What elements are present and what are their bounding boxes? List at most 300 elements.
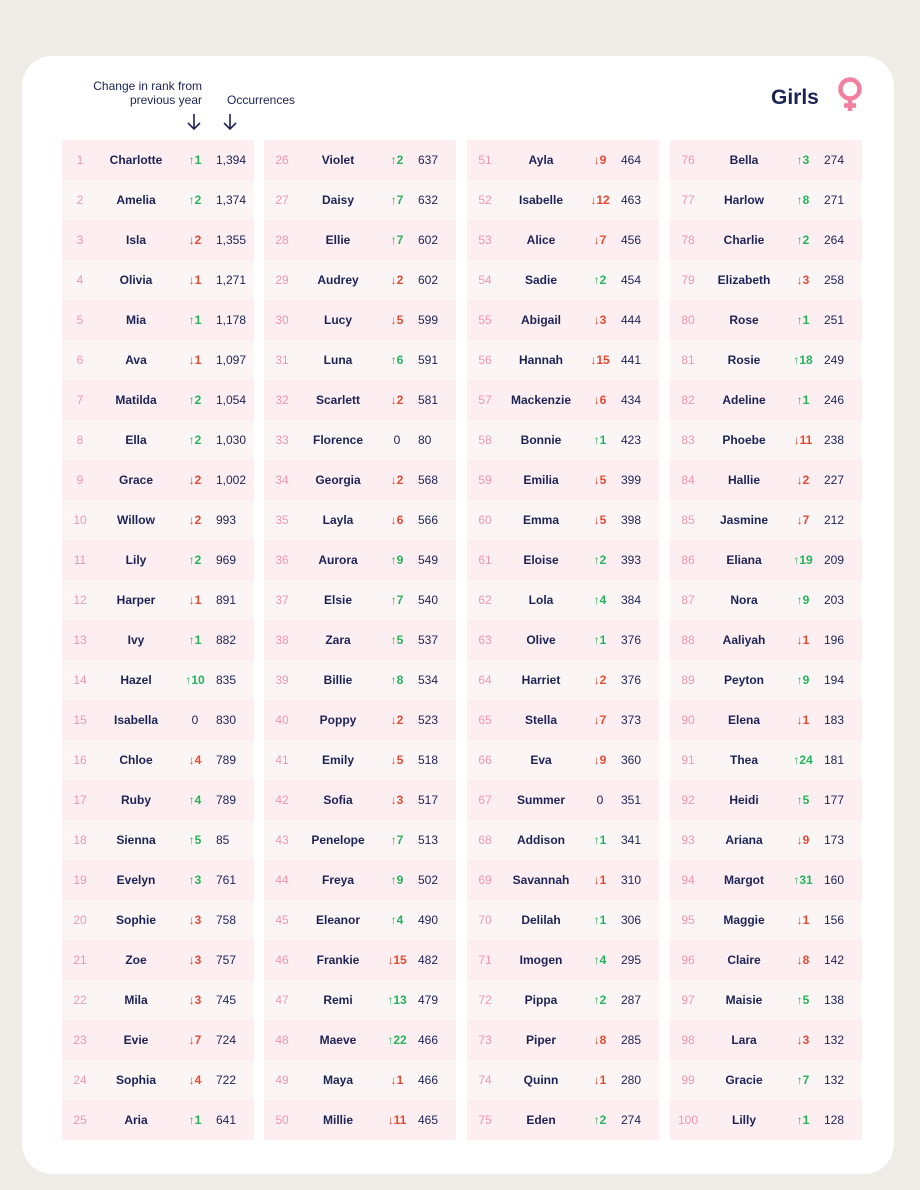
- table-row: [670, 140, 862, 180]
- rank-number: 1: [76, 153, 84, 167]
- occurrences-value: 891: [216, 593, 237, 607]
- table-row: [467, 340, 659, 380]
- name-label: Evelyn: [116, 873, 156, 887]
- rank-number: 94: [681, 873, 695, 887]
- occurrences-value: 602: [418, 273, 439, 287]
- occurrences-value: 466: [418, 1033, 439, 1047]
- rank-number: 30: [275, 313, 289, 327]
- names-column-3: [467, 140, 659, 1140]
- occurrences-value: 227: [824, 473, 845, 487]
- table-row: [670, 460, 862, 500]
- name-label: Adeline: [722, 393, 766, 407]
- name-label: Pippa: [524, 993, 558, 1007]
- occurrences-value: 209: [824, 553, 845, 567]
- occurrences-value: 789: [216, 753, 237, 767]
- name-label: Lola: [528, 593, 554, 607]
- table-row: [467, 420, 659, 460]
- table-row: [670, 740, 862, 780]
- table-row: [62, 140, 254, 180]
- occurrences-value: 280: [621, 1073, 642, 1087]
- occurrences-value: 523: [418, 713, 439, 727]
- rank-change: ↓11: [387, 1113, 407, 1127]
- name-label: Harlow: [723, 193, 764, 207]
- arrow-down-icon: [187, 113, 201, 131]
- table-row: [62, 540, 254, 580]
- rank-number: 88: [681, 633, 695, 647]
- table-row: [62, 700, 254, 740]
- occurrences-value: 599: [418, 313, 439, 327]
- occurrences-value: 212: [824, 513, 845, 527]
- rank-change: ↓7: [188, 1033, 202, 1047]
- rank-number: 73: [478, 1033, 492, 1047]
- rank-change: ↑31: [793, 873, 813, 887]
- table-row: [62, 260, 254, 300]
- rank-change: ↓2: [390, 473, 404, 487]
- table-row: [264, 260, 456, 300]
- name-label: Violet: [321, 153, 355, 167]
- rank-change: ↑7: [390, 193, 404, 207]
- name-label: Emilia: [523, 473, 559, 487]
- rank-number: 55: [478, 313, 492, 327]
- table-row: [62, 380, 254, 420]
- occurrences-value: 351: [621, 793, 642, 807]
- rank-number: 76: [681, 153, 695, 167]
- rank-change: ↓2: [796, 473, 810, 487]
- name-label: Billie: [323, 673, 353, 687]
- rank-change: ↑1: [796, 1113, 810, 1127]
- occurrences-value: 398: [621, 513, 642, 527]
- rank-change: ↓2: [188, 233, 202, 247]
- occurrences-value: 160: [824, 873, 845, 887]
- rank-number: 17: [73, 793, 87, 807]
- rank-number: 87: [681, 593, 695, 607]
- rank-number: 78: [681, 233, 695, 247]
- occurrences-value: 1,271: [216, 273, 247, 287]
- occurrences-value: 360: [621, 753, 642, 767]
- occurrences-value: 249: [824, 353, 845, 367]
- table-row: [670, 980, 862, 1020]
- name-label: Emma: [522, 513, 560, 527]
- table-row: [467, 580, 659, 620]
- rank-change: ↑1: [188, 633, 202, 647]
- table-row: [62, 900, 254, 940]
- table-row: [264, 820, 456, 860]
- name-label: Evie: [123, 1033, 149, 1047]
- name-label: Aria: [124, 1113, 148, 1127]
- occurrences-value: 384: [621, 593, 642, 607]
- rank-change: ↓15: [387, 953, 407, 967]
- occurrences-value: 1,178: [216, 313, 247, 327]
- occurrences-value: 835: [216, 673, 237, 687]
- name-label: Quinn: [523, 1073, 559, 1087]
- rank-change: ↑5: [390, 633, 404, 647]
- rank-number: 86: [681, 553, 695, 567]
- table-row: [264, 180, 456, 220]
- rank-number: 59: [478, 473, 492, 487]
- occurrences-value: 274: [824, 153, 845, 167]
- name-label: Alice: [526, 233, 556, 247]
- table-row: [264, 1020, 456, 1060]
- occurrences-value: 581: [418, 393, 439, 407]
- table-row: [62, 220, 254, 260]
- name-label: Daisy: [321, 193, 355, 207]
- occurrences-value: 482: [418, 953, 439, 967]
- name-label: Sophie: [115, 913, 156, 927]
- occurrences-value: 882: [216, 633, 237, 647]
- rank-change: ↑7: [390, 233, 404, 247]
- occurrences-value: 463: [621, 193, 642, 207]
- name-label: Millie: [322, 1113, 353, 1127]
- occurrences-value: 264: [824, 233, 845, 247]
- rank-number: 93: [681, 833, 695, 847]
- rank-change: ↑1: [593, 913, 607, 927]
- table-row: [670, 500, 862, 540]
- rank-change: ↓1: [188, 353, 202, 367]
- rank-change: ↑3: [188, 873, 202, 887]
- table-row: [264, 1100, 456, 1140]
- occurrences-value: 1,030: [216, 433, 247, 447]
- rank-number: 58: [478, 433, 492, 447]
- rank-number: 5: [76, 313, 84, 327]
- name-label: Olive: [526, 633, 556, 647]
- rank-change: ↑2: [593, 993, 607, 1007]
- occurrences-value: 183: [824, 713, 845, 727]
- name-label: Sadie: [524, 273, 557, 287]
- rank-change: ↓2: [188, 473, 202, 487]
- name-label: Ava: [125, 353, 147, 367]
- occurrences-value: 142: [824, 953, 845, 967]
- rank-change: ↓2: [390, 393, 404, 407]
- rank-number: 22: [73, 993, 87, 1007]
- name-label: Isabella: [113, 713, 159, 727]
- table-row: [670, 660, 862, 700]
- change-label-line2: previous year: [129, 93, 202, 107]
- rank-change: ↑6: [390, 353, 404, 367]
- rank-change: ↑2: [593, 553, 607, 567]
- occurrences-value: 566: [418, 513, 439, 527]
- table-row: [264, 140, 456, 180]
- rank-number: 60: [478, 513, 492, 527]
- rank-number: 43: [275, 833, 289, 847]
- name-label: Lucy: [323, 313, 352, 327]
- rank-number: 20: [73, 913, 87, 927]
- rank-number: 19: [73, 873, 87, 887]
- table-row: [670, 420, 862, 460]
- rank-number: 72: [478, 993, 492, 1007]
- names-column-1: [62, 140, 254, 1140]
- rank-change: ↑1: [593, 633, 607, 647]
- occurrences-value: 271: [824, 193, 845, 207]
- occurrences-value: 993: [216, 513, 237, 527]
- rank-change: ↓7: [593, 713, 607, 727]
- rank-number: 27: [275, 193, 289, 207]
- rank-number: 56: [478, 353, 492, 367]
- name-label: Sophia: [115, 1073, 156, 1087]
- table-row: [264, 500, 456, 540]
- occurrences-value: 393: [621, 553, 642, 567]
- occurrences-value: 502: [418, 873, 439, 887]
- name-label: Poppy: [319, 713, 357, 727]
- rank-change: ↑7: [390, 593, 404, 607]
- rank-change: ↑1: [796, 313, 810, 327]
- rank-number: 97: [681, 993, 695, 1007]
- name-label: Olivia: [119, 273, 153, 287]
- table-row: [264, 580, 456, 620]
- name-label: Harper: [116, 593, 156, 607]
- rank-number: 90: [681, 713, 695, 727]
- rank-change: ↓2: [390, 713, 404, 727]
- rank-change: ↓1: [796, 913, 810, 927]
- rank-number: 33: [275, 433, 289, 447]
- rank-number: 24: [73, 1073, 87, 1087]
- rank-change: ↑5: [796, 993, 810, 1007]
- rank-change: ↓6: [593, 393, 607, 407]
- name-label: Rosie: [727, 353, 761, 367]
- name-label: Willow: [117, 513, 155, 527]
- name-label: Margot: [724, 873, 764, 887]
- rank-change: ↓1: [593, 1073, 607, 1087]
- rank-change: ↑2: [390, 153, 404, 167]
- rank-number: 32: [275, 393, 289, 407]
- table-row: [670, 540, 862, 580]
- occurrences-value: 602: [418, 233, 439, 247]
- name-label: Ruby: [121, 793, 151, 807]
- table-row: [62, 460, 254, 500]
- rank-change: ↓3: [796, 273, 810, 287]
- rank-change: ↓7: [796, 513, 810, 527]
- table-row: [264, 420, 456, 460]
- name-label: Remi: [323, 993, 353, 1007]
- rank-number: 85: [681, 513, 695, 527]
- table-row: [467, 660, 659, 700]
- table-row: [670, 700, 862, 740]
- name-label: Aurora: [318, 553, 358, 567]
- rank-number: 4: [76, 273, 84, 287]
- rank-number: 26: [275, 153, 289, 167]
- rank-number: 98: [681, 1033, 695, 1047]
- table-row: [467, 740, 659, 780]
- table-row: [264, 300, 456, 340]
- rank-number: 51: [478, 153, 492, 167]
- rank-number: 44: [275, 873, 289, 887]
- table-row: [264, 700, 456, 740]
- rank-change: ↓3: [188, 913, 202, 927]
- name-label: Thea: [729, 753, 758, 767]
- rank-change: ↑9: [390, 873, 404, 887]
- occurrences-value: 456: [621, 233, 642, 247]
- name-label: Heidi: [729, 793, 759, 807]
- occurrences-value: 479: [418, 993, 439, 1007]
- rank-change: 0: [191, 713, 199, 727]
- table-row: [670, 780, 862, 820]
- name-label: Eliana: [726, 553, 762, 567]
- rank-change: ↓8: [593, 1033, 607, 1047]
- table-row: [62, 180, 254, 220]
- table-row: [467, 260, 659, 300]
- rank-change: ↓2: [390, 273, 404, 287]
- occurrences-value: 518: [418, 753, 439, 767]
- table-row: [467, 860, 659, 900]
- rank-change: ↑1: [188, 153, 202, 167]
- rank-change: ↑2: [188, 553, 202, 567]
- rank-number: 16: [73, 753, 87, 767]
- name-label: Imogen: [519, 953, 563, 967]
- name-label: Sienna: [116, 833, 156, 847]
- table-row: [670, 380, 862, 420]
- rank-number: 91: [681, 753, 695, 767]
- occurrences-value: 591: [418, 353, 439, 367]
- table-row: [62, 340, 254, 380]
- name-label: Gracie: [725, 1073, 763, 1087]
- occurrences-value: 534: [418, 673, 439, 687]
- rank-number: 64: [478, 673, 492, 687]
- rank-number: 100: [677, 1113, 699, 1127]
- occurrences-value: 830: [216, 713, 237, 727]
- occurrences-value: 632: [418, 193, 439, 207]
- name-label: Ella: [125, 433, 147, 447]
- rank-number: 21: [73, 953, 87, 967]
- rank-change: ↓3: [188, 953, 202, 967]
- rank-change: 0: [393, 433, 401, 447]
- rank-number: 3: [76, 233, 84, 247]
- name-label: Savannah: [512, 873, 570, 887]
- rank-change: ↓1: [188, 593, 202, 607]
- rank-change: ↓3: [390, 793, 404, 807]
- rank-change: ↓11: [793, 433, 813, 447]
- occurrences-value: 287: [621, 993, 642, 1007]
- name-label: Penelope: [311, 833, 365, 847]
- table-row: [467, 1100, 659, 1140]
- rank-change: ↑9: [796, 593, 810, 607]
- occurrences-value: 376: [621, 673, 642, 687]
- table-row: [670, 180, 862, 220]
- occurrences-value: 128: [824, 1113, 845, 1127]
- rank-change: ↑1: [593, 433, 607, 447]
- rank-number: 48: [275, 1033, 289, 1047]
- arrow-down-icon: [223, 113, 237, 131]
- rank-change: ↓4: [188, 1073, 202, 1087]
- rank-number: 12: [73, 593, 87, 607]
- name-label: Matilda: [115, 393, 157, 407]
- occurrences-value: 251: [824, 313, 845, 327]
- occurrences-value: 465: [418, 1113, 439, 1127]
- names-column-2: [264, 140, 456, 1140]
- name-label: Lily: [125, 553, 147, 567]
- occurrences-value: 196: [824, 633, 845, 647]
- rank-change: ↑4: [390, 913, 404, 927]
- rank-number: 81: [681, 353, 695, 367]
- name-label: Bella: [729, 153, 759, 167]
- occurrences-value: 513: [418, 833, 439, 847]
- table-row: [670, 900, 862, 940]
- occurrences-value: 789: [216, 793, 237, 807]
- rank-number: 66: [478, 753, 492, 767]
- rank-number: 92: [681, 793, 695, 807]
- rank-change: ↑10: [185, 673, 205, 687]
- name-label: Maeve: [319, 1033, 357, 1047]
- table-row: [670, 1060, 862, 1100]
- occurrences-value: 173: [824, 833, 845, 847]
- occurrences-value: 1,374: [216, 193, 247, 207]
- table-row: [467, 460, 659, 500]
- name-label: Mackenzie: [510, 393, 572, 407]
- table-row: [62, 500, 254, 540]
- rank-number: 61: [478, 553, 492, 567]
- rank-change: ↑5: [188, 833, 202, 847]
- rank-change: ↑4: [593, 593, 607, 607]
- rank-change: ↓3: [593, 313, 607, 327]
- table-row: [670, 340, 862, 380]
- name-label: Peyton: [723, 673, 764, 687]
- table-row: [62, 980, 254, 1020]
- page-title: Girls: [771, 86, 819, 109]
- name-label: Eloise: [523, 553, 559, 567]
- occurrences-value: 441: [621, 353, 642, 367]
- name-label: Isabelle: [518, 193, 564, 207]
- rank-change: ↓5: [593, 473, 607, 487]
- name-label: Phoebe: [722, 433, 766, 447]
- rank-number: 18: [73, 833, 87, 847]
- rank-number: 35: [275, 513, 289, 527]
- rank-number: 49: [275, 1073, 289, 1087]
- table-row: [670, 260, 862, 300]
- table-row: [62, 860, 254, 900]
- name-label: Eleanor: [315, 913, 360, 927]
- name-label: Layla: [322, 513, 354, 527]
- rank-number: 15: [73, 713, 87, 727]
- rank-number: 40: [275, 713, 289, 727]
- name-label: Charlotte: [109, 153, 163, 167]
- rank-number: 52: [478, 193, 492, 207]
- table-row: [670, 1020, 862, 1060]
- table-row: [62, 300, 254, 340]
- rank-number: 63: [478, 633, 492, 647]
- occurrences-value: 203: [824, 593, 845, 607]
- rank-number: 29: [275, 273, 289, 287]
- occurrences-value: 641: [216, 1113, 237, 1127]
- occurrences-value: 295: [621, 953, 642, 967]
- rank-change: ↑2: [188, 193, 202, 207]
- table-row: [670, 860, 862, 900]
- table-row: [467, 820, 659, 860]
- name-label: Charlie: [723, 233, 765, 247]
- name-label: Ellie: [325, 233, 351, 247]
- rank-change: ↑2: [188, 433, 202, 447]
- table-row: [467, 500, 659, 540]
- rank-number: 80: [681, 313, 695, 327]
- occurrences-value: 758: [216, 913, 237, 927]
- table-row: [467, 940, 659, 980]
- occurrences-value: 969: [216, 553, 237, 567]
- occurrences-value: 132: [824, 1033, 845, 1047]
- rank-change: ↓5: [593, 513, 607, 527]
- occurrences-value: 549: [418, 553, 439, 567]
- name-label: Addison: [517, 833, 565, 847]
- name-label: Ariana: [725, 833, 763, 847]
- occurrences-value: 537: [418, 633, 439, 647]
- names-column-4: [670, 140, 862, 1140]
- rank-number: 50: [275, 1113, 289, 1127]
- table-row: [62, 780, 254, 820]
- rank-change: ↓5: [390, 313, 404, 327]
- name-label: Rose: [729, 313, 759, 327]
- rank-change: 0: [596, 793, 604, 807]
- rank-change: ↑7: [390, 833, 404, 847]
- occurrences-value: 80: [418, 433, 432, 447]
- table-row: [670, 300, 862, 340]
- rank-change: ↓7: [593, 233, 607, 247]
- rank-number: 83: [681, 433, 695, 447]
